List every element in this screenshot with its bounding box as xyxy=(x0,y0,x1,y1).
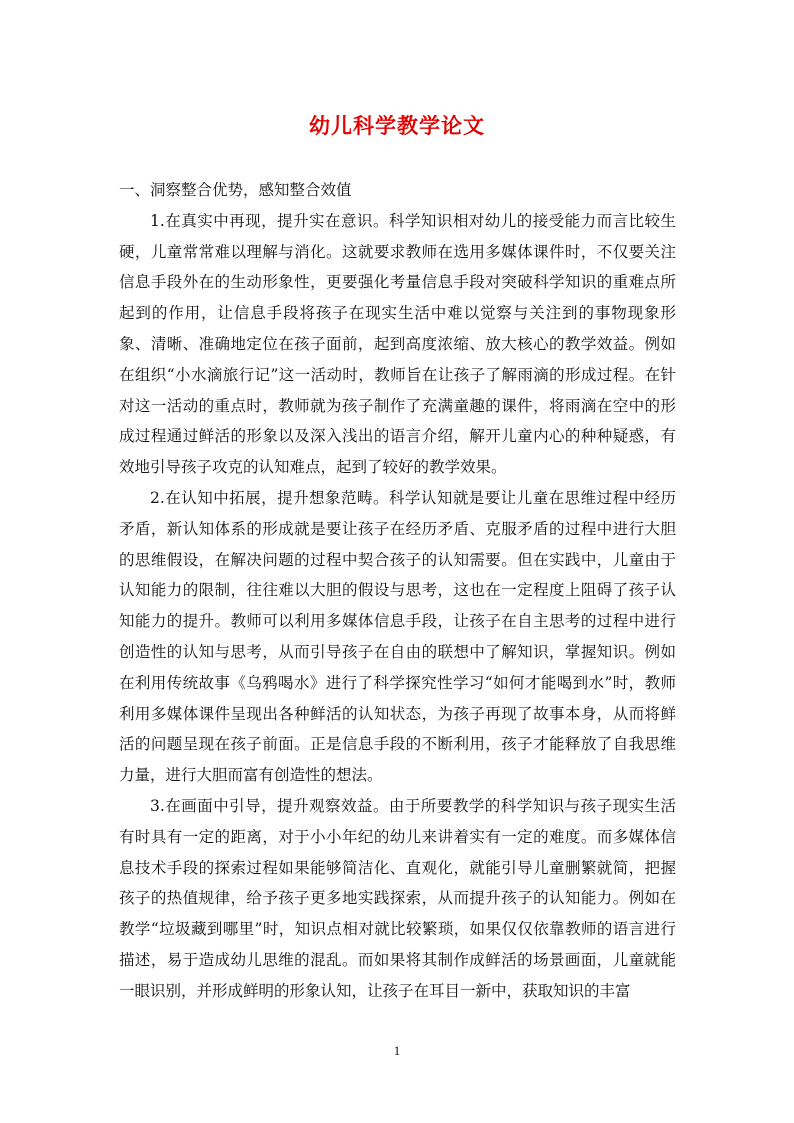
document-body xyxy=(119,175,676,1007)
section-heading: 一、洞察整合优势，感知整合效值 xyxy=(119,181,352,199)
page-number: 1 xyxy=(393,1043,401,1058)
paragraph-2: 2.在认知中拓展，提升想象范畴。科学认知就是要让儿童在思维过程中经历矛盾，新认知体系的形成就是要让孩子在经历矛盾、克服矛盾的过程中进行大胆的思维假设，在解决问题的过程中契合孩子的认知需要。但在实践中，儿童由于认知能力的限制，往往难以大胆的假设与思考，这也在一定程度上阻碍了孩子认知能力的提升。教师可以利用多媒体信息手段，让孩子在自主思考的过程中进行创造性的认知与思考，从而引导孩子在自由的联想中了解知识，掌握知识。例如在利用传统故事《乌鸦喝水》进行了科学探究性学习“如何才能喝到水”时，教师利用多媒体课件呈现出各种鲜活的认知状态，为孩子再现了故事本身，从而将鲜活的问题呈现在孩子前面。正是信息手段的不断利用，孩子才能释放了自我思维力量，进行大胆而富有创造性的想法。 xyxy=(119,488,676,785)
paragraph-3: 3.在画面中引导，提升观察效益。由于所要教学的科学知识与孩子现实生活有时具有一定的距离，对于小小年纪的幼儿来讲着实有一定的难度。而多媒体信息技术手段的探索过程如果能够简洁化、直观化，就能引导儿童删繁就简，把握孩子的热值规律，给予孩子更多地实践探索，从而提升孩子的认知能力。例如在教学“垃圾藏到哪里”时，知识点相对就比较繁琐，如果仅仅依靠教师的语言进行描述，易于造成幼儿思维的混乱。而如果将其制作成鲜活的场景画面，儿童就能一眼识别，并形成鲜明的形象认知，让孩子在耳目一新中，获取知识的丰富 xyxy=(119,796,676,1000)
paragraph-1: 1.在真实中再现，提升实在意识。科学知识相对幼儿的接受能力而言比较生硬，儿童常常难以理解与消化。这就要求教师在选用多媒体课件时，不仅要关注信息手段外在的生动形象性，更要强化考量信息手段对突破科学知识的重难点所起到的作用，让信息手段将孩子在现实生活中难以觉察与关注到的事物现象形象、清晰、准确地定位在孩子面前，起到高度浓缩、放大核心的教学效益。例如在组织“小水滴旅行记”这一活动时，教师旨在让孩子了解雨滴的形成过程。在针对这一活动的重点时，教师就为孩子制作了充满童趣的课件，将雨滴在空中的形成过程通过鲜活的形象以及深入浅出的语言介绍，解开儿童内心的种种疑惑，有效地引导孩子攻克的认知难点，起到了较好的教学效果。 xyxy=(119,211,676,477)
document-title: 幼儿科学教学论文 xyxy=(309,113,485,138)
